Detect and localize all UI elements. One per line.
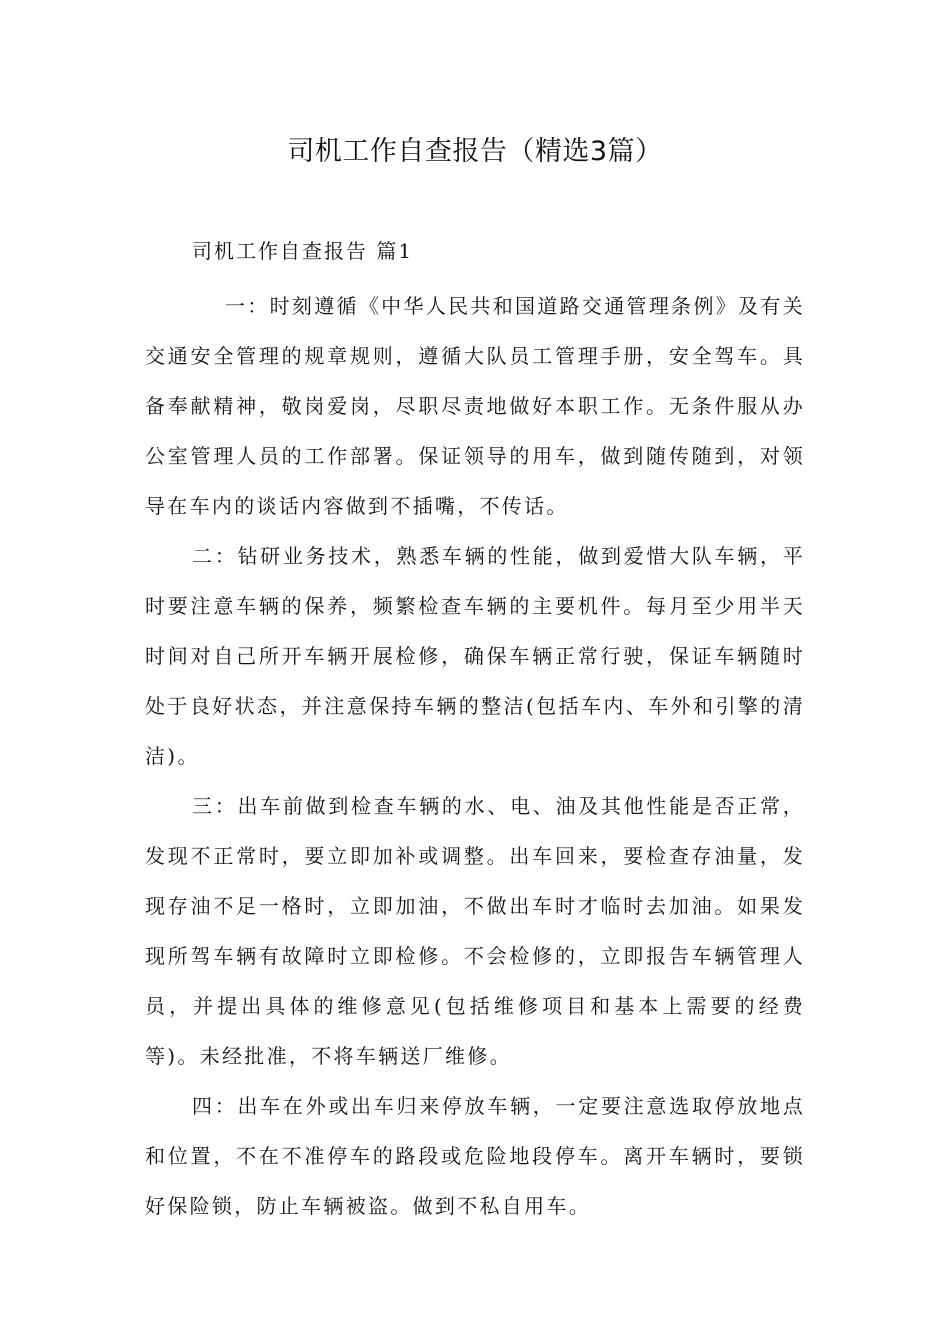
document-title: 司机工作自查报告（精选3篇） [287,136,663,167]
section-heading: 司机工作自查报告 篇1 [192,239,414,263]
document-body [145,231,805,1231]
paragraph-1: 一：时刻遵循《中华人民共和国道路交通管理条例》及有关交通安全管理的规章规则，遵循大队员工管理手册，安全驾车。具备奉献精神，敬岗爱岗，尽职尽责地做好本职工作。无条件服从办公室管理人员的工作部署。保证领导的用车，做到随传随到，对领导在车内的谈话内容做到不插嘴，不传话。 [145,294,805,518]
paragraph-2: 二：钻研业务技术，熟悉车辆的性能，做到爱惜大队车辆，平时要注意车辆的保养，频繁检查车辆的主要机件。每月至少用半天时间对自己所开车辆开展检修，确保车辆正常行驶，保证车辆随时处于良好状态，并注意保持车辆的整洁(包括车内、车外和引擎的清洁)。 [145,544,805,768]
paragraph-4: 四：出车在外或出车归来停放车辆，一定要注意选取停放地点和位置，不在不准停车的路段或危险地段停车。离开车辆时，要锁好保险锁，防止车辆被盗。做到不私自用车。 [145,1094,805,1218]
paragraph-3: 三：出车前做到检查车辆的水、电、油及其他性能是否正常，发现不正常时，要立即加补或调整。出车回来，要检查存油量，发现存油不足一格时，立即加油，不做出车时才临时去加油。如果发现所驾车辆有故障时立即检修。不会检修的，立即报告车辆管理人员，并提出具体的维修意见(包括维修项目和基本上需要的经费等)。未经批准，不将车辆送厂维修。 [145,794,805,1068]
